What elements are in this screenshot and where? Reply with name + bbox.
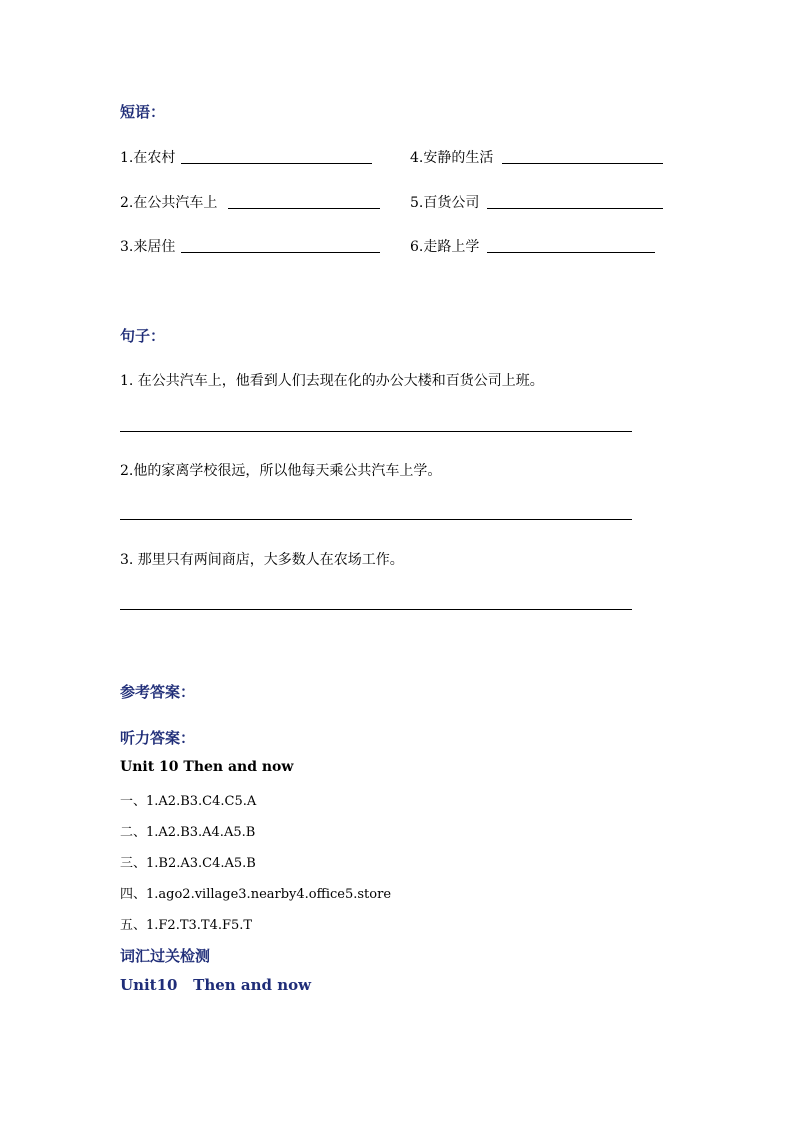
phrase-item-3-label: 3.来居住 <box>120 239 176 255</box>
phrase-item-6-label: 6.走路上学 <box>410 239 480 255</box>
phrase-item-5-blank[interactable] <box>487 208 663 209</box>
phrase-item-1-label: 1.在农村 <box>120 150 176 166</box>
phrase-item-4-blank[interactable] <box>502 163 663 164</box>
phrase-item-4-label: 4.安静的生活 <box>410 150 494 166</box>
sentence-item-2: 2.他的家离学校很远，所以他每天乘公共汽车上学。 <box>120 463 442 479</box>
vocab-heading: 词汇过关检测 <box>120 947 211 965</box>
phrase-item-5-label: 5.百货公司 <box>410 195 480 211</box>
listening-answers-heading: 听力答案： <box>120 729 196 747</box>
sentence-item-3: 3. 那里只有两间商店，大多数人在农场工作。 <box>120 552 404 568</box>
answer-line-1: 一、1.A2.B3.C4.C5.A <box>120 794 257 809</box>
sentence-item-2-answer-line[interactable] <box>120 519 632 520</box>
phrase-item-1-blank[interactable] <box>181 163 372 164</box>
phrase-item-2-label: 2.在公共汽车上 <box>120 195 218 211</box>
sentence-item-3-answer-line[interactable] <box>120 609 632 610</box>
phrase-item-6-blank[interactable] <box>487 252 655 253</box>
answer-line-4: 四、1.ago2.village3.nearby4.office5.store <box>120 887 392 902</box>
phrase-item-3-blank[interactable] <box>181 252 380 253</box>
answers-heading: 参考答案： <box>120 683 196 701</box>
phrases-heading: 短语： <box>120 103 166 121</box>
answer-line-5: 五、1.F2.T3.T4.F5.T <box>120 918 253 933</box>
sentence-item-1-answer-line[interactable] <box>120 431 632 432</box>
phrase-item-2-blank[interactable] <box>228 208 380 209</box>
vocab-unit-title: Unit10 Then and now <box>120 976 312 994</box>
answer-line-3: 三、1.B2.A3.C4.A5.B <box>120 856 256 871</box>
sentence-item-1: 1. 在公共汽车上，他看到人们去现在化的办公大楼和百货公司上班。 <box>120 373 544 389</box>
unit-title: Unit 10 Then and now <box>120 759 294 775</box>
answer-line-2: 二、1.A2.B3.A4.A5.B <box>120 825 256 840</box>
sentences-heading: 句子： <box>120 327 166 345</box>
